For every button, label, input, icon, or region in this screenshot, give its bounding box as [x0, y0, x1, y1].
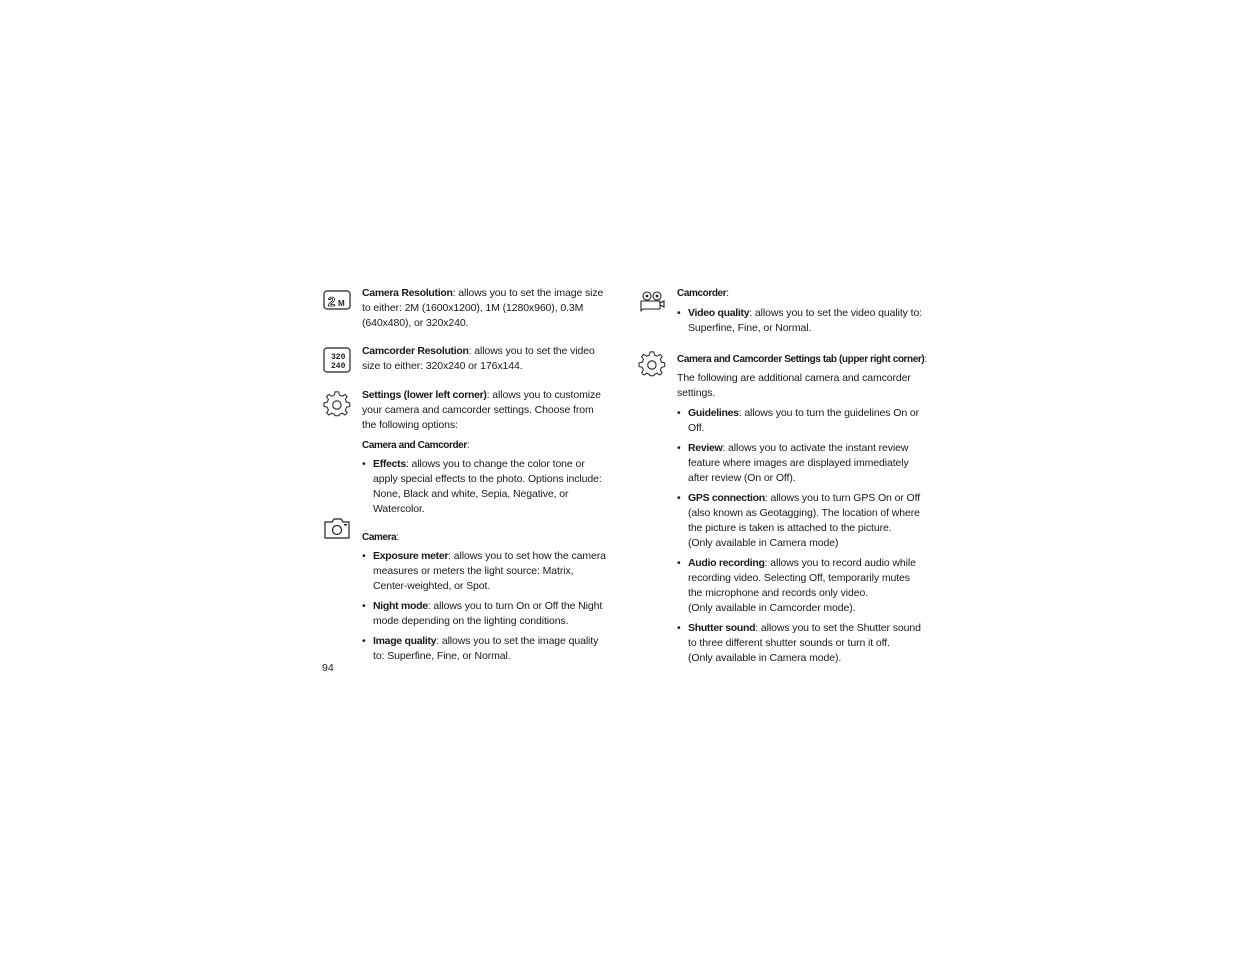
list-item: • GPS connection: allows you to turn GPS On or Off (also known as Geotagging). The location of where the picture is taken is attached to the picture. (Only available in Camera mode)	[677, 491, 927, 551]
settings-gear-icon	[323, 391, 351, 419]
right-column	[677, 286, 927, 671]
availability-note: (Only available in Camera mode).	[688, 652, 842, 664]
camcorder-resolution-paragraph	[362, 344, 610, 374]
svg-text:320: 320	[331, 353, 346, 362]
camcorder-resolution-icon	[323, 346, 351, 374]
settings-tab-list	[677, 406, 927, 666]
page-number: 94	[322, 662, 334, 674]
camera-and-camcorder-subheading: Camera and Camcorder:	[362, 440, 470, 451]
availability-note: (Only available in Camera mode)	[688, 537, 839, 549]
list-item: • Video quality: allows you to set the video quality to: Superfine, Fine, or Normal.	[677, 306, 927, 336]
settings-paragraph	[362, 388, 610, 433]
list-item: • Night mode: allows you to turn On or Off the Night mode depending on the lighting conditions.	[362, 599, 610, 629]
camcorder-icon	[638, 289, 666, 313]
camcorder-resolution-text: : allows you to set the video size to either: 320x240 or 176x144.	[362, 345, 595, 372]
settings-tab-gear-icon	[638, 351, 666, 379]
list-item: • Review: allows you to activate the instant review feature where images are displayed immediately after review (On or Off).	[677, 441, 927, 486]
svg-text:M: M	[338, 299, 345, 308]
availability-note: (Only available in Camcorder mode).	[688, 602, 856, 614]
list-item: • Image quality: allows you to set the image quality to: Superfine, Fine, or Normal.	[362, 634, 610, 664]
list-item: • Exposure meter: allows you to set how the camera measures or meters the light source: Matrix, Center-weighted, or Spot.	[362, 549, 610, 594]
camera-resolution-term: Camera Resolution	[362, 287, 453, 299]
left-column	[362, 286, 610, 669]
camera-icon	[323, 516, 351, 540]
list-item: • Shutter sound: allows you to set the Shutter sound to three different shutter sounds or turn it off. (Only available in Camera mode).	[677, 621, 927, 666]
svg-text:240: 240	[331, 362, 346, 371]
camera-and-camcorder-list	[362, 457, 610, 517]
camera-resolution-icon	[323, 288, 351, 312]
camera-resolution-text: : allows you to set the image size to either: 2M (1600x1200), 1M (1280x960), 0.3M (640x480), or 320x240.	[362, 287, 604, 329]
camera-resolution-paragraph	[362, 286, 610, 331]
camcorder-options-list	[677, 306, 927, 336]
camera-subheading: Camera:	[362, 532, 399, 543]
list-item: • Audio recording: allows you to record audio while recording video. Selecting Off, temporarily mutes the microphone and records only video. (Only available in Camcorder mode).	[677, 556, 927, 616]
list-item: • Guidelines: allows you to turn the guidelines On or Off.	[677, 406, 927, 436]
settings-text: : allows you to customize your camera and camcorder settings. Choose from the following options:	[362, 389, 601, 431]
svg-text:2: 2	[328, 294, 336, 309]
camera-options-list	[362, 549, 610, 664]
settings-term: Settings (lower left corner)	[362, 389, 487, 401]
settings-tab-intro: The following are additional camera and camcorder settings.	[677, 372, 911, 399]
list-item: • Effects: allows you to change the color tone or apply special effects to the photo. Options include: None, Black and white, Sepia, Negative, or Watercolor.	[362, 457, 610, 517]
camcorder-subheading: Camcorder:	[677, 288, 729, 299]
settings-tab-subheading: Camera and Camcorder Settings tab (upper right corner):	[677, 354, 927, 365]
camcorder-resolution-term: Camcorder Resolution	[362, 345, 469, 357]
